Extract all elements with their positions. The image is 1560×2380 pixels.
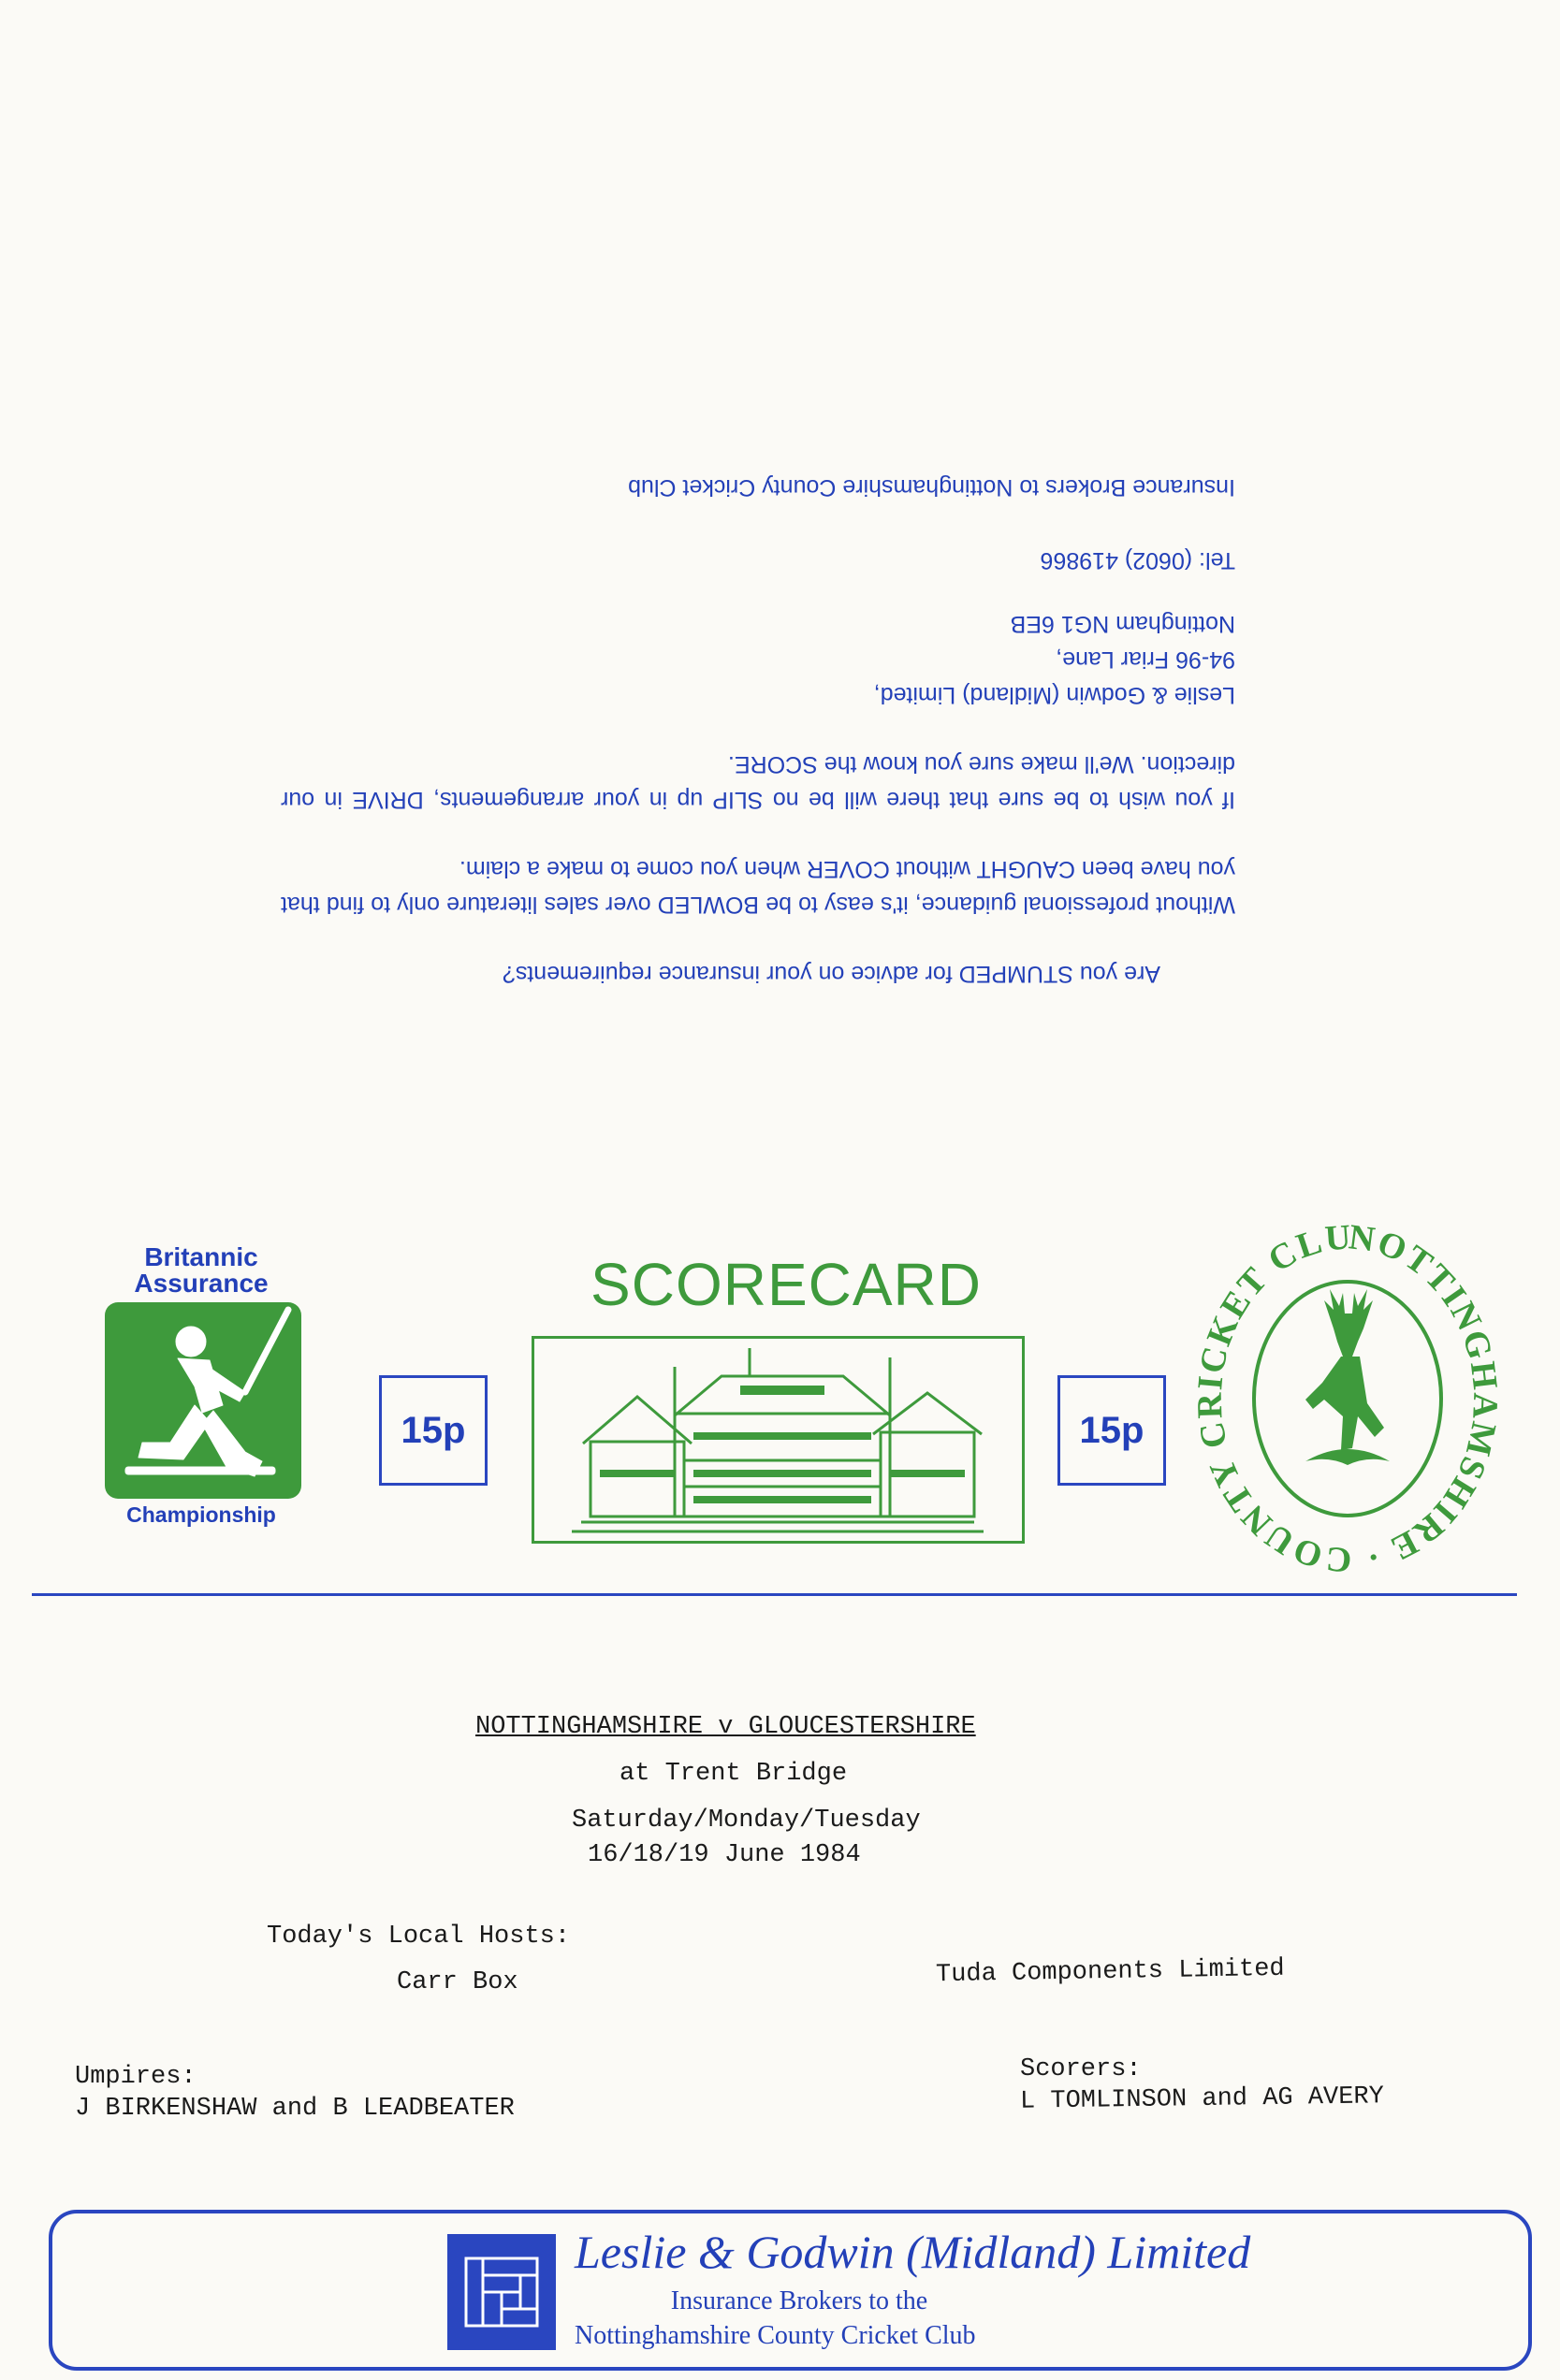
pavilion-icon [534, 1339, 1022, 1541]
advert-paragraph-1: Without professional guidance, it's easy to be BOWLED over sales literature only to find that you have been CAUGHT without COVER when you come to make a claim. [281, 856, 1235, 918]
advert-tagline: Insurance Brokers to Nottinghamshire County Cricket Club [628, 474, 1235, 501]
match-days: Saturday/Monday/Tuesday [572, 1807, 921, 1835]
footer-line-1: Insurance Brokers to the [670, 2286, 928, 2315]
advert-paragraph-2: If you wish to be sure that there will be no SLIP up in your arrangements, DRIVE in our direction. We'll make sure you know the SCORE. [281, 751, 1235, 813]
host-name: Tuda Components Limited [935, 1954, 1285, 1990]
footer-line-2: Nottinghamshire County Cricket Club [575, 2321, 976, 2350]
sponsor-name [94, 1244, 309, 1297]
umpires-label: Umpires: [75, 2063, 197, 2091]
address-line: Leslie & Godwin (Midland) Limited, [873, 682, 1235, 708]
scorecard-title: SCORECARD [590, 1251, 982, 1318]
price-badge-right: 15p [1057, 1375, 1166, 1486]
hosts-label: Today's Local Hosts: [267, 1923, 571, 1951]
batsman-icon [105, 1302, 301, 1499]
address-line: 94-96 Friar Lane, [1056, 646, 1235, 673]
leslie-godwin-logo-icon [447, 2234, 556, 2350]
umpires-names: J BIRKENSHAW and B LEADBEATER [75, 2095, 515, 2123]
sponsor-championship: Championship [126, 1502, 276, 1527]
sponsor-name-line-2: Assurance [134, 1269, 269, 1298]
host-name: Carr Box [397, 1968, 518, 1996]
scorers-names: L TOMLINSON and AG AVERY [1019, 2082, 1385, 2116]
pavilion-illustration [532, 1336, 1025, 1544]
nottinghamshire-ccc-crest [1193, 1216, 1502, 1581]
advert-telephone: Tel: (0602) 419866 [1040, 547, 1235, 573]
insurance-advert [281, 187, 1235, 992]
match-title: NOTTINGHAMSHIRE v GLOUCESTERSHIRE [475, 1713, 976, 1741]
scorers-label: Scorers: [1020, 2055, 1142, 2083]
match-dates: 16/18/19 June 1984 [588, 1841, 861, 1869]
sponsor-name-line-1: Britannic [144, 1242, 258, 1271]
price-badge-left: 15p [379, 1375, 488, 1486]
advert-address [281, 606, 1235, 713]
crest-lettering: NOTTINGHAMSHIRE · COUNTY CRICKET CLU [1193, 1217, 1502, 1580]
match-venue: at Trent Bridge [620, 1760, 848, 1788]
britannic-assurance-logo [94, 1244, 309, 1534]
stag-icon [1305, 1289, 1390, 1465]
advert-question: Are you STUMPED for advice on your insurance requirements? [502, 961, 1160, 987]
footer-company-name: Leslie & Godwin (Midland) Limited [575, 2226, 1251, 2278]
address-line: Nottingham NG1 6EB [1010, 611, 1235, 637]
header-divider [32, 1593, 1517, 1596]
